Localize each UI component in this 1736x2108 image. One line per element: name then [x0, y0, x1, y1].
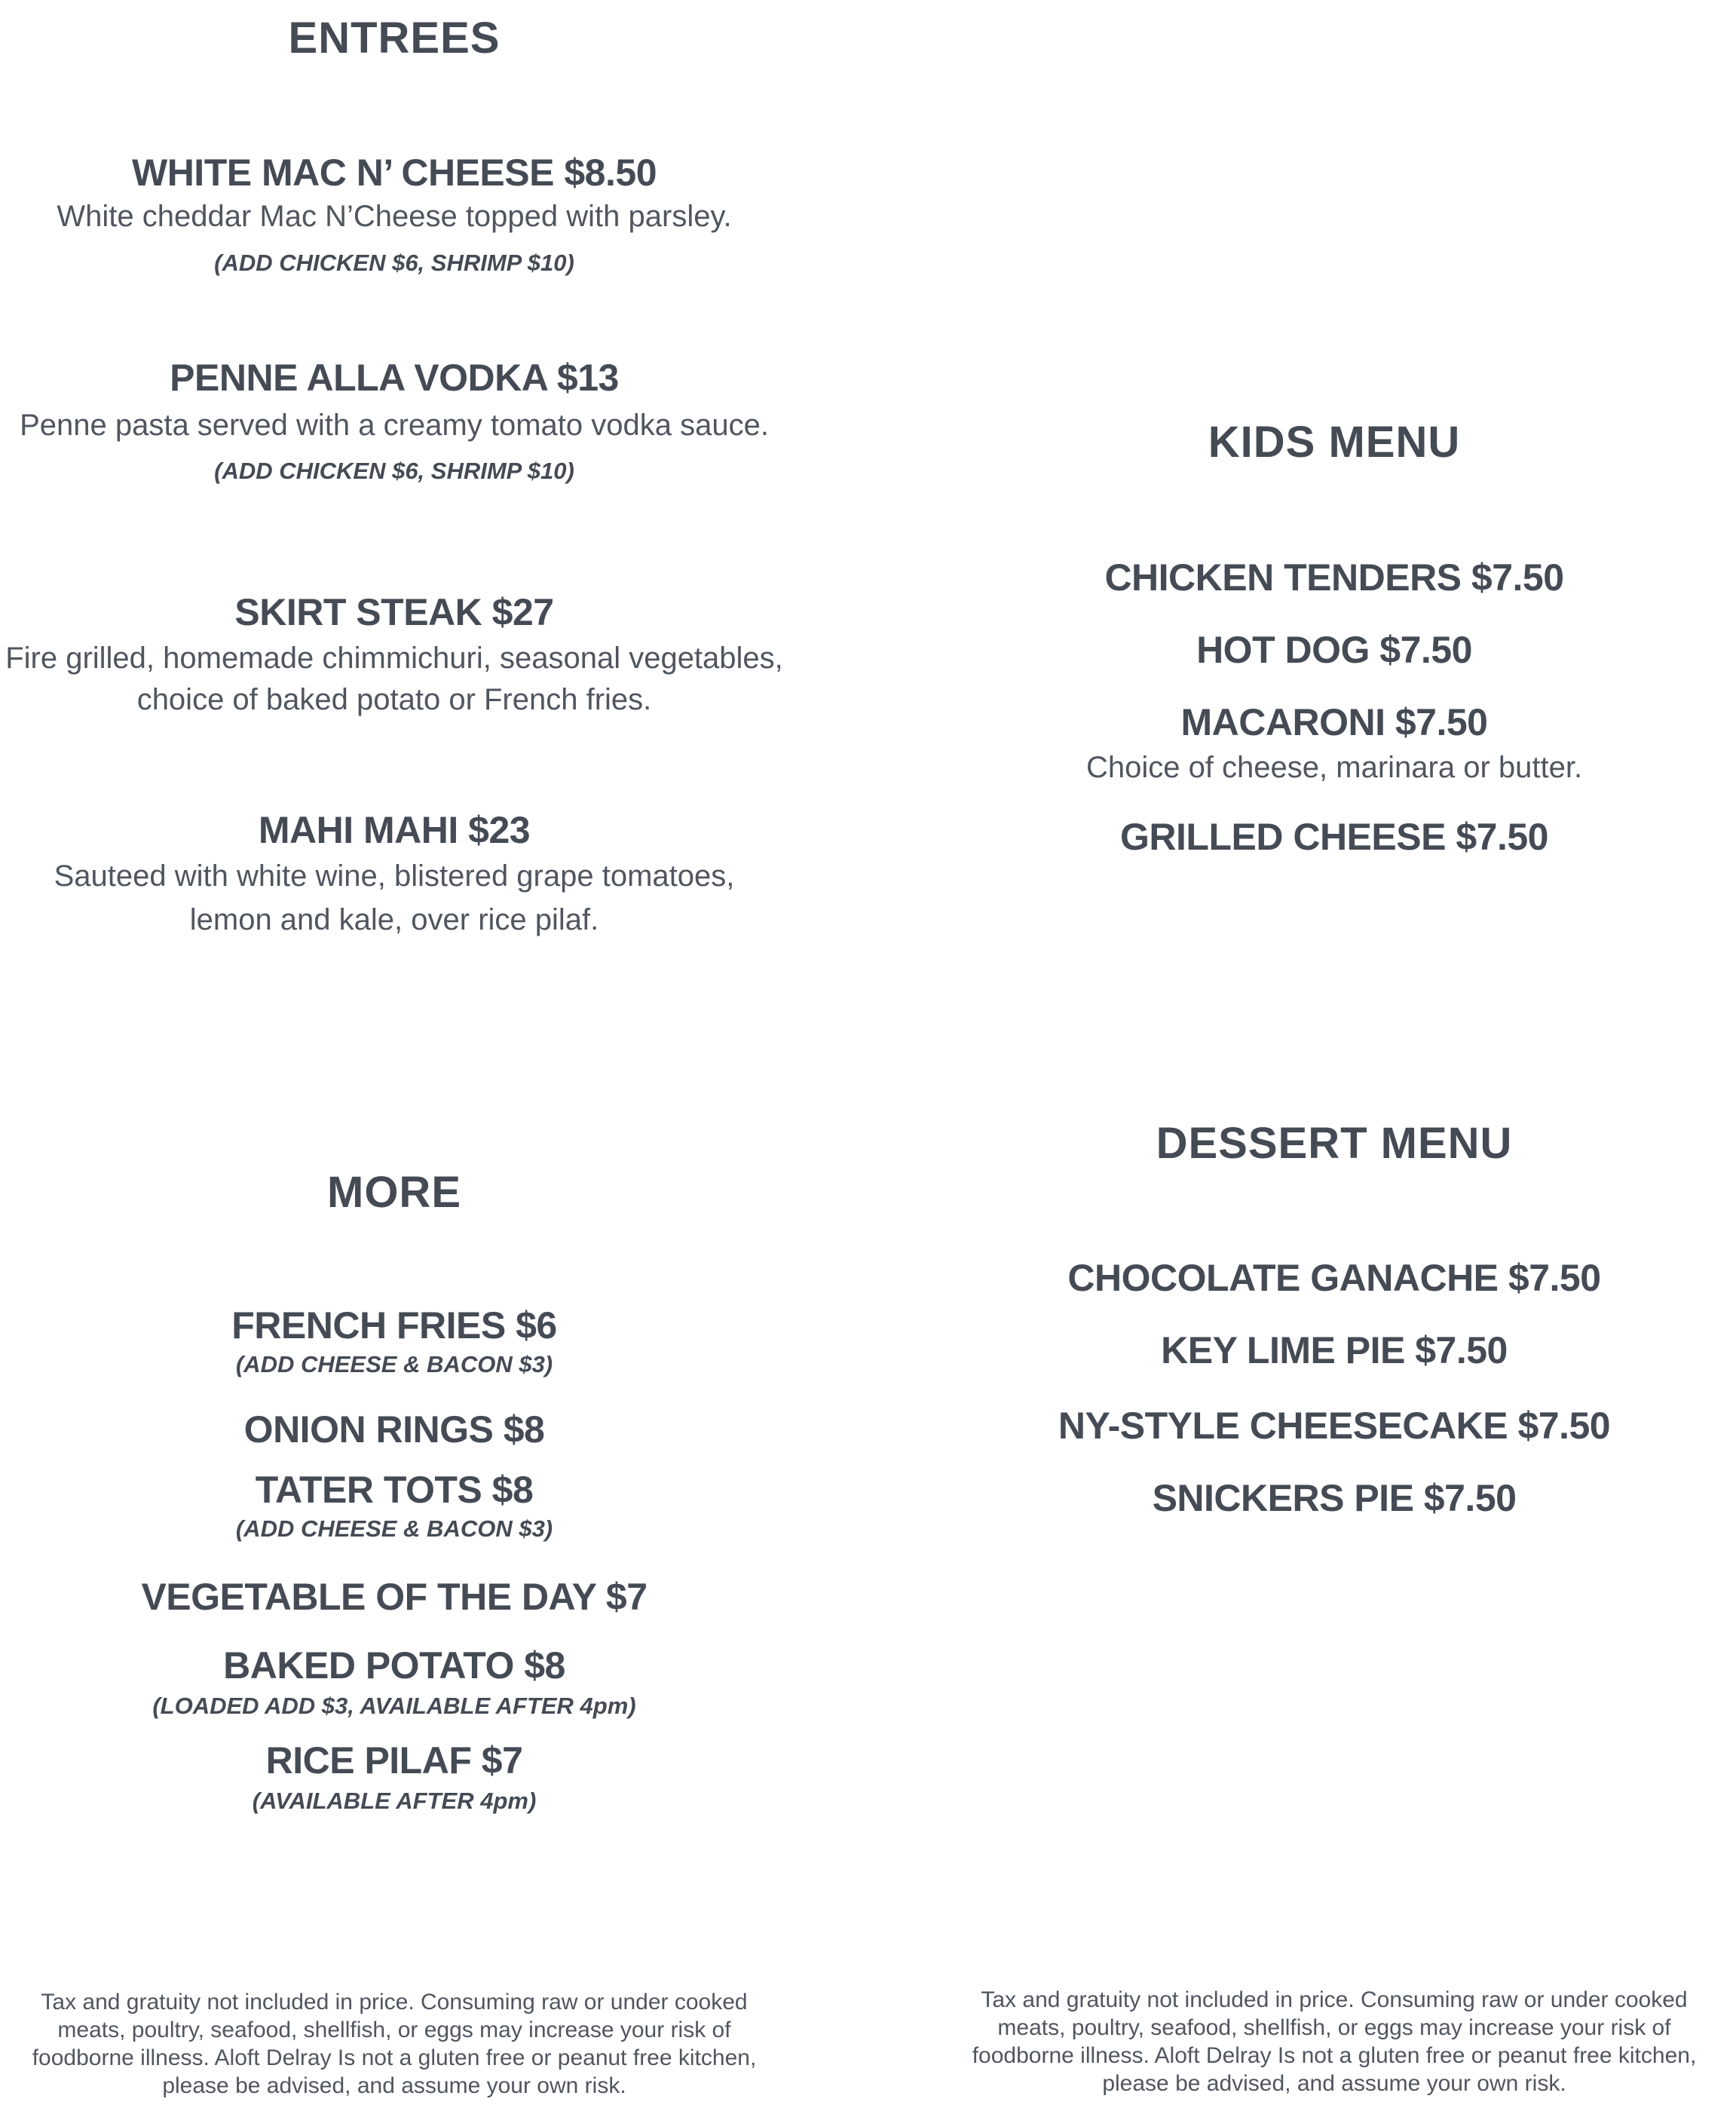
more-item-name: RICE PILAF $7 [265, 1739, 523, 1782]
more-item-name: ONION RINGS $8 [243, 1408, 545, 1451]
left-column [0, 0, 788, 2108]
disclaimer-right: Tax and gratuity not included in price. Consuming raw or under cooked meats, poultry, seafood, shellfish, or eggs may increase your risk of foodborne illness. Aloft Delray Is not a gluten free or peanut free kitchen, please be advised, and assume your own risk. [972, 1987, 1697, 2096]
entree-item-desc-line: choice of baked potato or French fries. [136, 683, 652, 716]
more-item-name: BAKED POTATO $8 [223, 1644, 565, 1687]
more-item-name: FRENCH FRIES $6 [231, 1304, 557, 1347]
right-column [942, 0, 1726, 2108]
more-item-note: (AVAILABLE AFTER 4pm) [252, 1788, 537, 1814]
kids-item-name: MACARONI $7.50 [1180, 701, 1488, 743]
kids-item-desc: Choice of cheese, marinara or butter. [1085, 751, 1583, 784]
dessert-item-name: CHOCOLATE GANACHE $7.50 [1067, 1257, 1601, 1299]
more-item-note: (ADD CHEESE & BACON $3) [235, 1351, 553, 1377]
entree-item-note: (ADD CHICKEN $6, SHRIMP $10) [214, 458, 574, 484]
kids-item-name: GRILLED CHEESE $7.50 [1120, 816, 1548, 858]
more-heading: MORE [327, 1168, 461, 1217]
entree-item-name: MAHI MAHI $23 [258, 809, 531, 851]
kids-item-name: HOT DOG $7.50 [1196, 629, 1472, 671]
entrees-heading: ENTREES [288, 14, 501, 63]
more-item-note: (ADD CHEESE & BACON $3) [235, 1515, 553, 1542]
entree-item-desc: Penne pasta served with a creamy tomato vodka sauce. [20, 409, 769, 442]
entree-item-name: SKIRT STEAK $27 [234, 591, 554, 633]
entree-item-desc-line: Fire grilled, homemade chimmichuri, seasonal vegetables, [5, 642, 783, 675]
entree-item-name: WHITE MAC N’ CHEESE $8.50 [132, 152, 657, 194]
entree-item-desc-line: lemon and kale, over rice pilaf. [189, 903, 599, 936]
entree-item-desc-line: Sauteed with white wine, blistered grape tomatoes, [54, 859, 735, 893]
entree-item-name: PENNE ALLA VODKA $13 [170, 357, 619, 399]
kids-item-name: CHICKEN TENDERS $7.50 [1104, 556, 1564, 599]
disclaimer-left: Tax and gratuity not included in price. Consuming raw or under cooked meats, poultry, seafood, shellfish, or eggs may increase your risk of foodborne illness. Aloft Delray Is not a gluten free or peanut free kitchen, please be advised, and assume your own risk. [32, 1990, 757, 2098]
dessert-item-name: KEY LIME PIE $7.50 [1161, 1329, 1508, 1371]
kids-heading: KIDS MENU [1208, 418, 1461, 467]
more-item-name: VEGETABLE OF THE DAY $7 [141, 1576, 648, 1618]
dessert-heading: DESSERT MENU [1156, 1119, 1513, 1168]
more-item-name: TATER TOTS $8 [255, 1469, 534, 1511]
dessert-item-name: SNICKERS PIE $7.50 [1152, 1477, 1517, 1519]
entree-item-note: (ADD CHICKEN $6, SHRIMP $10) [214, 250, 574, 276]
dessert-item-name: NY-STYLE CHEESECAKE $7.50 [1058, 1405, 1611, 1447]
entree-item-desc: White cheddar Mac N’Cheese topped with parsley. [57, 200, 732, 233]
more-item-note: (LOADED ADD $3, AVAILABLE AFTER 4pm) [152, 1693, 636, 1719]
